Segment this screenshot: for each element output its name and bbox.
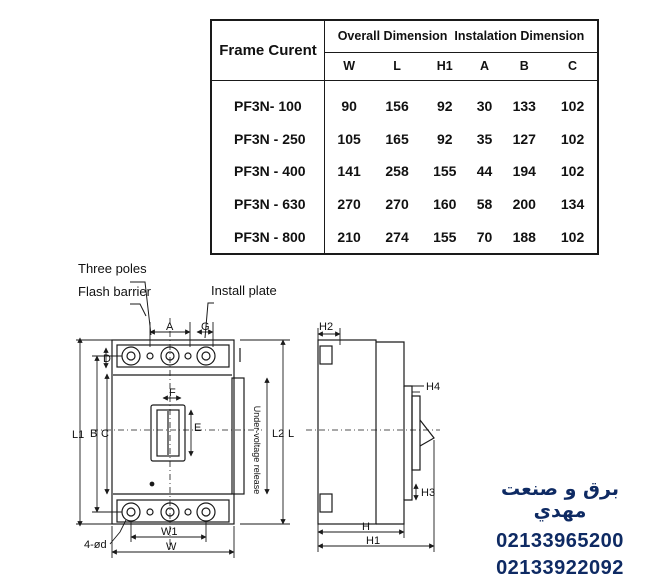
company-name: برق و صنعت مهدي <box>501 478 619 522</box>
front-view <box>112 340 244 524</box>
dim-h4: H4 <box>426 381 441 393</box>
cell-value: 70 <box>476 228 493 245</box>
col-header: A <box>469 52 501 81</box>
col-header: C <box>548 52 598 81</box>
cell-value: 194 <box>512 163 536 180</box>
cell-value: 30 <box>476 97 493 114</box>
contact-block <box>480 478 640 582</box>
cell-value: 188 <box>512 228 536 245</box>
cell-value: 102 <box>560 228 585 245</box>
cell-value: 165 <box>385 130 409 147</box>
dim-hole: 4-ød <box>84 539 107 551</box>
col-header: L <box>373 52 421 81</box>
cell-value: 127 <box>512 130 536 147</box>
dim-h3: H3 <box>421 487 436 499</box>
cell-value: 92 <box>436 130 453 147</box>
cell-value: 58 <box>476 195 493 212</box>
cell-value: 270 <box>385 195 409 212</box>
cell-value: 134 <box>560 195 585 212</box>
cell-value: 105 <box>337 130 361 147</box>
dim-h2: H2 <box>319 321 334 333</box>
cell-value: 160 <box>433 195 457 212</box>
model-name: PF3N - 800 <box>211 220 325 254</box>
dim-h1: H1 <box>366 535 381 547</box>
dim-w1: W1 <box>161 526 178 538</box>
cell-value: 90 <box>341 97 357 114</box>
cell-value: 270 <box>337 195 361 212</box>
phone-number: 02133965200 <box>496 530 624 552</box>
side-view <box>318 340 434 524</box>
cell-value: 133 <box>512 97 536 114</box>
three-poles-label: Three poles <box>78 261 147 276</box>
cell-value: 102 <box>560 97 585 114</box>
cell-value: 200 <box>512 195 536 212</box>
cell-value: 44 <box>476 163 493 180</box>
cell-value: 156 <box>385 97 409 114</box>
dim-l: L <box>288 428 295 440</box>
cell-value: 102 <box>560 163 585 180</box>
model-name: PF3N - 400 <box>211 155 325 188</box>
phone-number: 02133922092 <box>496 557 624 579</box>
cell-value: 35 <box>476 130 493 147</box>
cell-value: 210 <box>337 228 361 245</box>
col-header: H1 <box>421 52 469 81</box>
dim-g: G <box>201 321 210 333</box>
dim-d: D <box>103 353 111 365</box>
cell-value: 141 <box>337 163 361 180</box>
dim-h: H <box>362 521 370 533</box>
cell-value: 92 <box>436 97 453 114</box>
cell-value: 155 <box>433 228 457 245</box>
cell-value: 102 <box>560 130 585 147</box>
dim-e: E <box>194 422 202 434</box>
dim-l2: L2 <box>272 428 285 440</box>
frame-current-header: Frame Curent <box>211 20 325 81</box>
col-header: B <box>500 52 548 81</box>
dim-b: B <box>90 428 98 440</box>
model-name: PF3N - 250 <box>211 122 325 155</box>
cell-value: 258 <box>385 163 409 180</box>
overall-dimension-header: Overall Dimension <box>337 29 448 44</box>
under-voltage-label: Under-voltage release <box>252 405 262 495</box>
dim-f: F <box>169 387 176 399</box>
dim-w: W <box>166 541 177 553</box>
cell-value: 274 <box>385 228 409 245</box>
model-name: PF3N- 100 <box>211 81 325 122</box>
flash-barrier-label: Flash barrier <box>78 284 151 299</box>
dim-c: C <box>101 428 109 440</box>
model-name: PF3N - 630 <box>211 188 325 221</box>
col-header: W <box>325 52 374 81</box>
dim-a: A <box>166 321 174 333</box>
install-plate-label: Install plate <box>211 283 277 298</box>
cell-value: 155 <box>433 163 457 180</box>
installation-dimension-header: Instalation Dimension <box>454 29 585 44</box>
dim-l1: L1 <box>72 429 85 441</box>
